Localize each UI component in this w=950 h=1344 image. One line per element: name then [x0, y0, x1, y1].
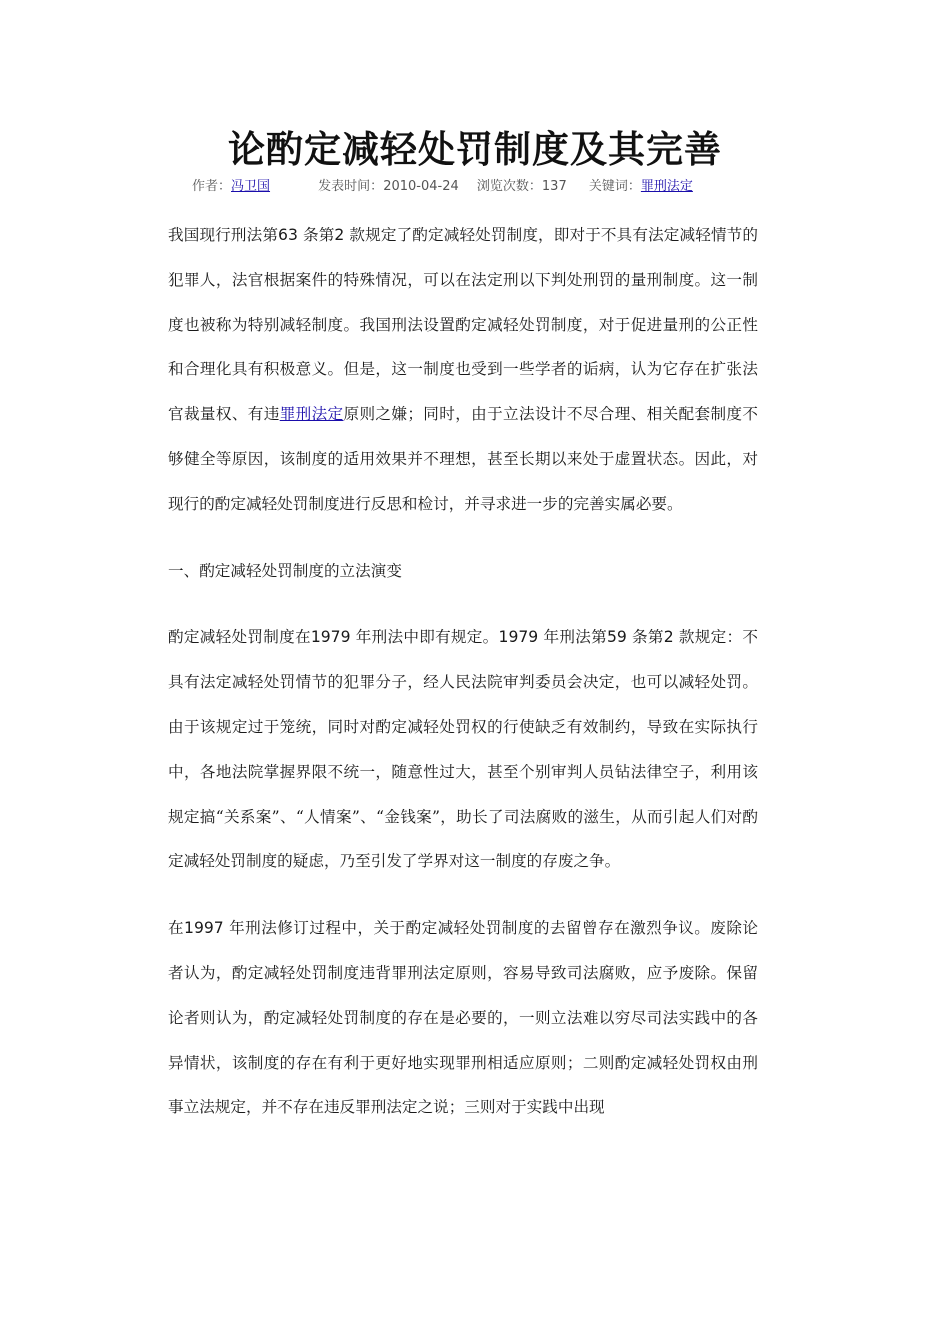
- views-label: 浏览次数：: [476, 179, 542, 194]
- paragraph-intro: 我国现行刑法第63 条第2 款规定了酌定减轻处罚制度，即对于不具有法定减轻情节的犯罪人，法官根据案件的特殊情况，可以在法定刑以下判处刑罚的量刑制度。这一制度也被称为特别减轻制度。我国刑法设置酌定减轻处罚制度，对于促进量刑的公正性和合理化具有积极意义。但是，这一制度也受到一些学者的诟病，认为它存在扩张法官裁量权、有违罪刑法定原则之嫌；同时，由于立法设计不尽合理、相关配套制度不够健全等原因，该制度的适用效果并不理想，甚至长期以来处于虚置状态。因此，对现行的酌定减轻处罚制度进行反思和检讨，并寻求进一步的完善实属必要。: [168, 226, 758, 513]
- article-meta: [192, 178, 693, 196]
- keywords-label: 关键词：: [588, 179, 641, 194]
- article-title: 论酌定减轻处罚制度及其完善: [228, 127, 722, 171]
- author-link[interactable]: 冯卫国: [231, 179, 271, 194]
- paragraph-history: 酌定减轻处罚制度在1979 年刑法中即有规定。1979 年刑法第59 条第2 款规定：不具有法定减轻处罚情节的犯罪分子，经人民法院审判委员会决定，也可以减轻处罚。由于该规定过于笼统，同时对酌定减轻处罚权的行使缺乏有效制约，导致在实际执行中，各地法院掌握界限不统一，随意性过大，甚至个别审判人员钻法律空子，利用该规定搞“关系案”、“人情案”、“金钱案”，助长了司法腐败的滋生，从而引起人们对酌定减轻处罚制度的疑虑，乃至引发了学界对这一制度的存废之争。: [168, 628, 758, 871]
- keyword-link[interactable]: 罪刑法定: [640, 179, 693, 194]
- date-label: 发表时间：: [318, 179, 384, 194]
- article-body: [168, 213, 758, 1152]
- views-value: 137: [541, 179, 567, 194]
- inline-keyword-link[interactable]: 罪刑法定: [279, 405, 344, 424]
- section-heading: 一、酌定减轻处罚制度的立法演变: [168, 561, 402, 580]
- date-value: 2010-04-24: [383, 179, 459, 194]
- author-label: 作者：: [192, 179, 232, 194]
- paragraph-revision: 在1997 年刑法修订过程中，关于酌定减轻处罚制度的去留曾存在激烈争议。废除论者认为，酌定减轻处罚制度违背罪刑法定原则，容易导致司法腐败，应予废除。保留论者则认为，酌定减轻处罚制度的存在是必要的，一则立法难以穷尽司法实践中的各异情状，该制度的存在有利于更好地实现罪刑相适应原则；二则酌定减轻处罚权由刑事立法规定，并不存在违反罪刑法定之说；三则对于实践中出现: [168, 919, 758, 1117]
